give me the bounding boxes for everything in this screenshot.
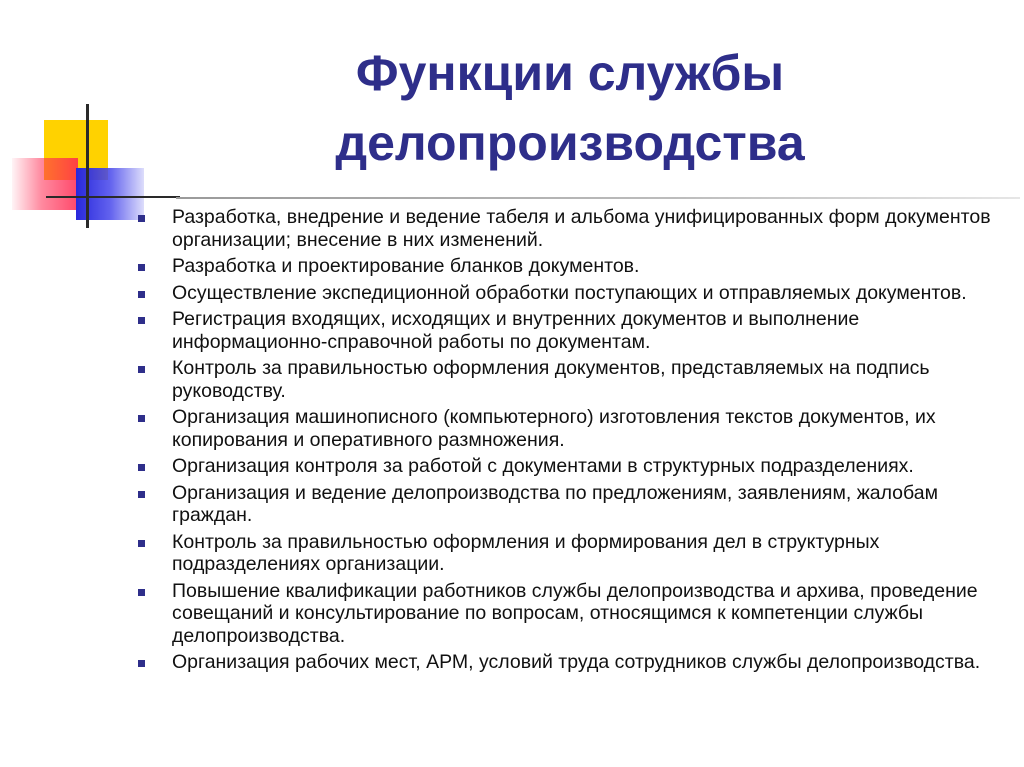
square-bullet-icon bbox=[138, 491, 145, 498]
list-item-text: Контроль за правильностью оформления документов, представляемых на подпись руководству. bbox=[172, 357, 930, 402]
horizontal-line bbox=[46, 196, 180, 198]
list-item bbox=[136, 651, 1006, 674]
vertical-line bbox=[86, 104, 89, 228]
square-bullet-icon bbox=[138, 264, 145, 271]
list-item bbox=[136, 455, 1006, 478]
list-item bbox=[136, 580, 1006, 648]
list-item bbox=[136, 255, 1006, 278]
square-bullet-icon bbox=[138, 464, 145, 471]
list-item-text: Осуществление экспедиционной обработки поступающих и отправляемых документов. bbox=[172, 281, 967, 304]
title-divider bbox=[176, 197, 1020, 199]
list-item-text: Контроль за правильностью оформления и формирования дел в структурных подразделениях организации. bbox=[172, 530, 880, 575]
list-item-text: Организация и ведение делопроизводства по предложениям, заявлениям, жалобам граждан. bbox=[172, 481, 939, 526]
square-bullet-icon bbox=[138, 215, 145, 222]
square-bullet-icon bbox=[138, 291, 145, 298]
list-item-text: Разработка, внедрение и ведение табеля и альбома унифицированных форм документов организации; внесение в них изменений. bbox=[172, 206, 991, 251]
list-item bbox=[136, 406, 1006, 451]
list-item-text: Организация рабочих мест, АРМ, условий труда сотрудников службы делопроизводства. bbox=[172, 651, 981, 673]
list-item bbox=[136, 531, 1006, 576]
title-line-1: Функции службы bbox=[355, 45, 785, 101]
list-item bbox=[136, 206, 1006, 251]
title-line-2: делопроизводства bbox=[335, 115, 805, 171]
list-item-text: Разработка и проектирование бланков документов. bbox=[172, 255, 640, 277]
decorative-squares bbox=[0, 0, 200, 240]
slide-title bbox=[190, 38, 950, 178]
list-item-text: Регистрация входящих, исходящих и внутренних документов и выполнение информационно-справочной работы по документам. bbox=[172, 308, 860, 353]
list-item bbox=[136, 357, 1006, 402]
list-item bbox=[136, 482, 1006, 527]
square-bullet-icon bbox=[138, 415, 145, 422]
square-bullet-icon bbox=[138, 317, 145, 324]
square-bullet-icon bbox=[138, 660, 145, 667]
red-square bbox=[12, 158, 78, 210]
list-item-text: Организация машинописного (компьютерного) изготовления текстов документов, их копирования и оперативного размножения. bbox=[172, 406, 936, 451]
list-item bbox=[136, 282, 1006, 305]
list-item-text: Организация контроля за работой с документами в структурных подразделениях. bbox=[172, 455, 914, 477]
square-bullet-icon bbox=[138, 366, 145, 373]
square-bullet-icon bbox=[138, 589, 145, 596]
functions-list bbox=[136, 206, 1006, 674]
square-bullet-icon bbox=[138, 540, 145, 547]
list-item-text: Повышение квалификации работников службы делопроизводства и архива, проведение совещаний и консультирование по вопросам, относящимся к компетенции службы делопроизводства. bbox=[172, 579, 978, 647]
bullet-content bbox=[136, 206, 1006, 678]
list-item bbox=[136, 308, 1006, 353]
